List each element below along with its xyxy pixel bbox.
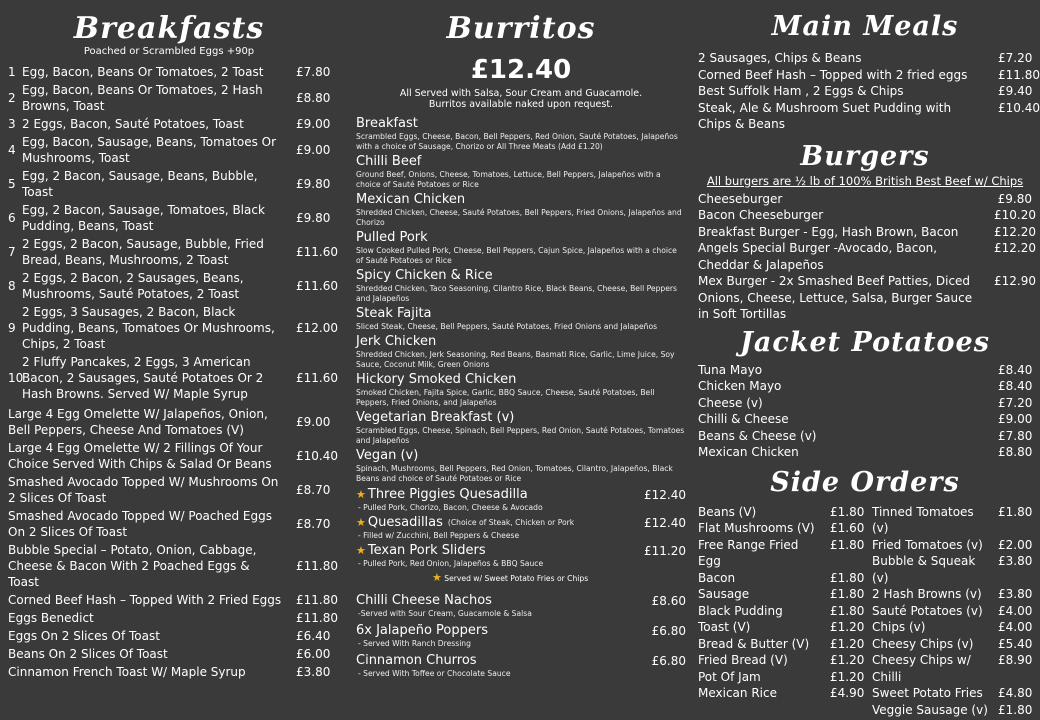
- item-description: Black Pudding: [698, 603, 783, 618]
- served-note-text: Served w/ Sweet Potato Fries or Chips: [444, 574, 589, 583]
- burger-item: [698, 191, 1032, 208]
- burrito-name: Chilli Beef: [356, 154, 422, 169]
- burgers-subtitle: All burgers are ½ lb of 100% British Best Beef w/ Chips: [706, 173, 1024, 188]
- burrito-description: Slow Cooked Pulled Pork, Cheese, Bell Peppers, Cajun Spice, Jalapeños with a choice of Sauté Potatoes or Rice: [356, 246, 677, 265]
- item-description: Veggie Sausage (v): [872, 702, 988, 717]
- special-header: [356, 515, 686, 531]
- burrito-name: Vegetarian Breakfast (v): [356, 410, 515, 425]
- item-description: Mexican Rice: [698, 686, 777, 700]
- item-price: £4.90: [830, 686, 865, 700]
- item-description: Egg, Bacon, Sausage, Beans, Tomatoes Or Mushrooms, Toast: [22, 135, 277, 165]
- item-price: £11.60: [296, 245, 338, 259]
- item-price: £9.00: [296, 143, 331, 157]
- breakfast-item: [8, 115, 330, 133]
- item-description: Chilli & Cheese: [698, 412, 789, 426]
- burritos-section: [356, 0, 686, 683]
- side-dish-item: [356, 623, 686, 649]
- served-note: [432, 571, 686, 584]
- side-dish-description: - Served With Toffee or Chocolate Sauce: [358, 669, 511, 678]
- side-dish-price: £6.80: [651, 624, 686, 638]
- item-price: £8.80: [296, 91, 331, 105]
- burrito-description: Spinach, Mushrooms, Bell Peppers, Red Onion, Tomatoes, Cilantro, Jalapeños, Black Beans and choice of Sauté Potatoes or Rice: [356, 464, 673, 483]
- right-column: [698, 0, 1040, 718]
- special-item: [356, 543, 686, 569]
- item-price: £6.40: [296, 629, 331, 643]
- side-order-item: [698, 586, 865, 603]
- special-item: [356, 515, 686, 541]
- item-price: £9.80: [296, 211, 331, 225]
- breakfast-item: [8, 353, 338, 403]
- side-order-item: [872, 537, 1033, 554]
- side-order-item: [872, 586, 1033, 603]
- item-price: £11.80: [296, 611, 338, 625]
- item-description: Toast (V): [698, 620, 751, 634]
- item-price: £11.80: [296, 559, 338, 573]
- star-icon: ★: [356, 488, 366, 501]
- item-price: £9.00: [296, 415, 331, 429]
- item-number: 2: [8, 91, 16, 105]
- item-description: Eggs Benedict: [8, 611, 94, 625]
- side-order-item: [872, 603, 1033, 620]
- side-order-item: [698, 619, 865, 636]
- breakfast-item: [8, 81, 330, 115]
- item-price: £1.80: [830, 587, 865, 601]
- burritos-note-sauces: All Served with Salsa, Sour Cream and Guacamole.: [399, 88, 643, 99]
- burrito-name: Mexican Chicken: [356, 192, 466, 207]
- item-description: Smashed Avocado Topped W/ Poached Eggs On 2 Slices Of Toast: [8, 509, 272, 539]
- burgers-title: Burgers: [800, 140, 930, 172]
- special-header: [356, 543, 686, 559]
- burrito-item: [356, 448, 686, 484]
- jacket-potato-item: [698, 395, 1032, 412]
- side-dish-item: [356, 653, 686, 679]
- item-description: Pot Of Jam: [698, 669, 761, 684]
- side-dish-price: £6.80: [651, 654, 686, 668]
- burrito-item: [356, 116, 686, 152]
- item-price: £1.20: [830, 669, 865, 684]
- item-description: Cinnamon French Toast W/ Maple Syrup: [8, 665, 246, 679]
- item-description: Chicken Mayo: [698, 379, 782, 393]
- item-price: £12.90: [994, 274, 1036, 288]
- item-price: £8.80: [998, 445, 1033, 459]
- item-price: £4.80: [998, 686, 1033, 700]
- burrito-name: Vegan (v): [356, 448, 419, 463]
- item-price: £5.40: [998, 636, 1033, 651]
- burritos-specials-list: [356, 487, 686, 569]
- breakfast-item: [8, 167, 330, 201]
- burrito-item: [356, 268, 686, 304]
- burrito-description: Smoked Chicken, Fajita Spice, Garlic, BBQ Sauce, Cheese, Sauté Potatoes, Bell Peppers, Fried Onions, and Jalapeños: [356, 388, 655, 407]
- breakfast-extra-item: [8, 507, 330, 541]
- item-description: Tinned Tomatoes (v): [872, 504, 974, 535]
- jacket-potato-item: [698, 444, 1032, 461]
- breakfasts-subtitle: Poached or Scrambled Eggs +90p: [83, 46, 255, 57]
- item-price: £11.80: [998, 67, 1040, 82]
- item-price: £1.80: [830, 537, 865, 552]
- item-price: £12.00: [296, 321, 338, 335]
- burrito-item: [356, 372, 686, 408]
- burger-item: [698, 224, 1036, 241]
- side-order-item: [872, 619, 1033, 636]
- breakfast-extra-item: [8, 405, 330, 439]
- burger-item: [698, 240, 1036, 273]
- main-meal-item: [698, 100, 1040, 133]
- item-description: 2 Hash Browns (v): [872, 587, 982, 601]
- item-price: £7.20: [998, 395, 1033, 410]
- item-price: £4.00: [998, 620, 1033, 634]
- burrito-item: [356, 306, 686, 332]
- side-dish-name: Cinnamon Churros: [356, 653, 477, 668]
- item-price: £9.80: [296, 177, 331, 191]
- breakfast-item: [8, 235, 338, 269]
- item-description: Chips (v): [872, 620, 926, 634]
- special-description: - Pulled Pork, Red Onion, Jalapeños & BBQ Sauce: [358, 559, 544, 568]
- item-price: £12.20: [994, 224, 1036, 239]
- item-price: £8.90: [998, 653, 1033, 667]
- item-description: Bread & Butter (V): [698, 636, 810, 651]
- item-price: £1.80: [830, 603, 865, 618]
- item-price: £1.80: [830, 504, 865, 519]
- item-price: £11.60: [296, 371, 338, 385]
- breakfast-item: [8, 133, 330, 167]
- item-description: 2 Eggs, 2 Bacon, 2 Sausages, Beans, Mushrooms, Sauté Potatoes, 2 Toast: [22, 271, 244, 301]
- item-description: Sauté Potatoes (v): [872, 603, 983, 618]
- breakfast-extra-item: [8, 663, 330, 681]
- burger-item: [698, 273, 1036, 323]
- item-description: Angels Special Burger -Avocado, Bacon, Cheddar & Jalapeños: [698, 241, 938, 272]
- side-order-item: [698, 603, 865, 620]
- item-price: £6.00: [296, 647, 331, 661]
- side-dish-header: [356, 623, 686, 639]
- side-order-item: [698, 685, 865, 702]
- item-price: £12.20: [994, 241, 1036, 255]
- item-description: Fried Tomatoes (v): [872, 537, 983, 552]
- item-price: £9.80: [997, 191, 1032, 206]
- breakfasts-section: [8, 0, 338, 681]
- item-description: Bubble & Squeak (v): [872, 554, 976, 585]
- burrito-item: [356, 334, 686, 370]
- side-order-item: [872, 652, 1033, 685]
- item-description: Sweet Potato Fries: [872, 686, 983, 700]
- burrito-name: Jerk Chicken: [356, 334, 437, 349]
- burrito-name: Pulled Pork: [356, 230, 428, 245]
- item-price: £10.20: [994, 208, 1036, 222]
- item-price: £1.80: [998, 504, 1033, 519]
- burrito-item: [356, 154, 686, 190]
- item-price: £11.80: [296, 593, 338, 607]
- burger-item: [698, 207, 1036, 224]
- burrito-description: Shredded Chicken, Jerk Seasoning, Red Beans, Basmati Rice, Garlic, Lime Juice, Soy Sauce, Coconut Milk, Green Onions: [356, 350, 675, 369]
- item-number: 4: [8, 143, 16, 157]
- side-order-item: [698, 504, 865, 521]
- special-name: Texan Pork Sliders: [367, 543, 486, 558]
- item-description: Egg, Bacon, Beans Or Tomatoes, 2 Hash Browns, Toast: [22, 83, 263, 113]
- item-description: Fried Bread (V): [698, 653, 788, 667]
- burrito-description: Ground Beef, Onions, Cheese, Tomatoes, Lettuce, Bell Peppers, Jalapeños with a choice of Sauté Potatoes or Rice: [356, 170, 661, 189]
- item-number: 6: [8, 211, 16, 225]
- item-description: 2 Eggs, Bacon, Sauté Potatoes, Toast: [22, 117, 244, 131]
- main-meal-item: [698, 50, 1032, 67]
- breakfast-extra-item: [8, 473, 330, 507]
- special-name: Three Piggies Quesadilla: [367, 487, 528, 502]
- burritos-note-naked: Burritos available naked upon request.: [428, 99, 614, 110]
- side-order-item: [698, 570, 865, 587]
- side-orders-title: Side Orders: [770, 466, 960, 498]
- item-description: Egg, Bacon, Beans Or Tomatoes, 2 Toast: [22, 65, 264, 79]
- item-description: 2 Sausages, Chips & Beans: [698, 51, 862, 65]
- side-order-item: [872, 504, 1033, 537]
- burritos-title: Burritos: [446, 11, 596, 46]
- side-order-item: [872, 636, 1033, 653]
- breakfasts-extras-list: [8, 405, 338, 681]
- item-description: Egg, 2 Bacon, Sausage, Tomatoes, Black Pudding, Beans, Toast: [22, 203, 265, 233]
- item-price: £8.70: [296, 483, 331, 497]
- special-description: - Filled w/ Zucchini, Bell Peppers & Cheese: [358, 531, 520, 540]
- star-icon: ★: [432, 571, 442, 584]
- main-meal-item: [698, 83, 1032, 100]
- item-number: 5: [8, 177, 16, 191]
- item-description: Bubble Special – Potato, Onion, Cabbage, Cheese & Bacon With 2 Poached Eggs & Toast: [8, 543, 257, 589]
- item-price: £1.20: [830, 620, 865, 634]
- side-dish-description: - Served With Ranch Dressing: [358, 639, 471, 648]
- burrito-item: [356, 230, 686, 266]
- item-number: 10: [8, 371, 24, 385]
- item-description: Beans & Cheese (v): [698, 428, 817, 443]
- side-orders-right: [872, 504, 1033, 719]
- item-description: Mexican Chicken: [698, 445, 799, 459]
- side-order-item: [872, 685, 1033, 702]
- item-price: £7.80: [296, 65, 331, 79]
- item-price: £3.80: [296, 665, 331, 679]
- jacket-potato-item: [698, 362, 1032, 379]
- item-description: Smashed Avocado Topped W/ Mushrooms On 2 Slices Of Toast: [8, 475, 279, 505]
- burrito-name: Steak Fajita: [356, 306, 432, 321]
- burritos-price: £12.40: [470, 55, 572, 85]
- item-description: Cheese (v): [698, 395, 763, 410]
- burrito-description: Shredded Chicken, Cheese, Sauté Potatoes, Bell Peppers, Fried Onions, Jalapeños and Chorizo: [356, 208, 682, 227]
- burrito-name: Hickory Smoked Chicken: [356, 372, 517, 387]
- item-description: Breakfast Burger - Egg, Hash Brown, Bacon: [698, 224, 959, 239]
- main-meals-list: [698, 50, 1040, 133]
- item-price: £8.40: [998, 379, 1033, 393]
- side-dish-name: 6x Jalapeño Poppers: [356, 623, 488, 638]
- breakfast-item: [8, 269, 338, 303]
- breakfast-extra-item: [8, 645, 330, 663]
- breakfast-item: [8, 201, 330, 235]
- item-number: 3: [8, 117, 16, 131]
- burrito-description: Scrambled Eggs, Cheese, Spinach, Bell Peppers, Red Onion, Sauté Potatoes, Tomatoes and Jalapeños: [356, 426, 685, 445]
- item-price: £7.20: [998, 51, 1033, 65]
- side-order-item: [698, 669, 865, 686]
- breakfast-item: [8, 303, 338, 353]
- side-dish-item: [356, 593, 686, 619]
- item-price: £3.80: [998, 587, 1033, 601]
- breakfast-extra-item: [8, 541, 338, 591]
- breakfast-extra-item: [8, 609, 338, 627]
- item-description: Cheeseburger: [698, 191, 783, 206]
- item-description: 2 Eggs, 2 Bacon, Sausage, Bubble, Fried Bread, Beans, Mushrooms, 2 Toast: [22, 237, 264, 267]
- item-price: £7.80: [998, 428, 1033, 443]
- side-order-item: [872, 553, 1033, 586]
- burritos-sides-list: [356, 593, 686, 679]
- item-number: 7: [8, 245, 16, 259]
- item-price: £9.40: [998, 84, 1033, 98]
- burgers-list: [698, 191, 1036, 323]
- item-description: Beans On 2 Slices Of Toast: [8, 647, 168, 661]
- item-price: £3.80: [998, 554, 1033, 568]
- breakfast-extra-item: [8, 439, 338, 473]
- side-order-item: [698, 652, 865, 669]
- special-price: £11.20: [644, 544, 686, 558]
- item-description: Best Suffolk Ham , 2 Eggs & Chips: [698, 84, 904, 98]
- item-price: £9.00: [296, 117, 331, 131]
- item-number: 9: [8, 321, 16, 335]
- breakfast-item: [8, 63, 330, 81]
- item-price: £4.00: [998, 603, 1033, 618]
- burritos-list: [356, 116, 686, 484]
- item-description: Tuna Mayo: [698, 362, 763, 377]
- side-order-item: [698, 636, 865, 653]
- item-description: Eggs On 2 Slices Of Toast: [8, 629, 160, 643]
- burrito-item: [356, 410, 686, 446]
- breakfasts-title: Breakfasts: [73, 11, 265, 46]
- side-order-item: [872, 702, 1033, 719]
- item-description: Corned Beef Hash – Topped with 2 fried eggs: [698, 67, 968, 82]
- breakfast-extra-item: [8, 591, 338, 609]
- breakfast-extra-item: [8, 627, 330, 645]
- item-price: £1.20: [830, 636, 865, 651]
- side-dish-header: [356, 653, 686, 669]
- item-price: £10.40: [296, 449, 338, 463]
- side-orders-left: [698, 504, 865, 719]
- side-orders-table: [698, 504, 1032, 719]
- item-price: £8.40: [998, 362, 1033, 377]
- item-price: £11.60: [296, 279, 338, 293]
- main-meal-item: [698, 67, 1040, 84]
- special-price: £12.40: [644, 488, 686, 502]
- special-price: £12.40: [644, 516, 686, 530]
- star-icon: ★: [356, 516, 366, 529]
- item-description: Sausage: [698, 587, 750, 601]
- item-price: £1.80: [830, 570, 865, 585]
- item-price: £10.40: [998, 100, 1040, 115]
- item-description: Mex Burger - 2x Smashed Beef Patties, Diced Onions, Cheese, Lettuce, Salsa, Burger Sauce in Soft Tortillas: [698, 274, 973, 321]
- item-description: Cheesy Chips (v): [872, 636, 974, 651]
- main-meals-title: Main Meals: [771, 11, 959, 42]
- jacket-potatoes-title: Jacket Potatoes: [740, 326, 990, 358]
- item-price: £1.80: [998, 702, 1033, 717]
- side-dish-description: -Served with Sour Cream, Guacamole & Salsa: [358, 609, 532, 618]
- side-dish-name: Chilli Cheese Nachos: [356, 593, 492, 608]
- item-description: Beans (V): [698, 504, 757, 519]
- special-description: - Pulled Pork, Chorizo, Bacon, Cheese & Avocado: [358, 503, 543, 512]
- side-order-item: [698, 520, 865, 537]
- burrito-description: Scrambled Eggs, Cheese, Bacon, Bell Peppers, Red Onion, Sauté Potatoes, Jalapeños with a choice of Sausage, Chorizo or All Three Meats (Add £1.20): [356, 132, 678, 151]
- item-number: 1: [8, 65, 16, 79]
- item-description: 2 Fluffy Pancakes, 2 Eggs, 3 American Bacon, 2 Sausages, Sauté Potatoes Or 2 Hash Browns. Served W/ Maple Syrup: [22, 355, 264, 401]
- jacket-potatoes-list: [698, 362, 1032, 461]
- item-price: £2.00: [998, 537, 1033, 552]
- special-item: [356, 487, 686, 513]
- breakfasts-list: [8, 63, 338, 403]
- burrito-item: [356, 192, 686, 228]
- burrito-description: Sliced Steak, Cheese, Bell Peppers, Sauté Potatoes, Fried Onions and Jalapeños: [356, 322, 658, 331]
- jacket-potato-item: [698, 428, 1032, 445]
- special-header: [356, 487, 686, 503]
- item-description: 2 Eggs, 3 Sausages, 2 Bacon, Black Pudding, Beans, Tomatoes Or Mushrooms, Chips, 2 Toast: [22, 305, 275, 351]
- side-order-item: [698, 537, 865, 570]
- jacket-potato-item: [698, 378, 1032, 395]
- item-price: £1.20: [830, 653, 865, 667]
- item-description: Egg, 2 Bacon, Sausage, Beans, Bubble, Toast: [22, 169, 258, 199]
- item-description: Large 4 Egg Omelette W/ 2 Fillings Of Your Choice Served With Chips & Salad Or Beans: [8, 441, 272, 471]
- jacket-potato-item: [698, 411, 1032, 428]
- item-description: Cheesy Chips w/ Chilli: [872, 653, 971, 684]
- item-description: Bacon Cheeseburger: [698, 208, 824, 222]
- burrito-name: Spicy Chicken & Rice: [356, 268, 493, 283]
- side-dish-price: £8.60: [651, 594, 686, 608]
- burrito-name: Breakfast: [356, 116, 418, 131]
- special-name: Quesadillas: [367, 515, 443, 530]
- item-description: Steak, Ale & Mushroom Suet Pudding with Chips & Beans: [698, 100, 952, 131]
- item-description: Corned Beef Hash – Topped With 2 Fried Eggs: [8, 593, 282, 607]
- item-number: 8: [8, 279, 16, 293]
- burrito-description: Shredded Chicken, Taco Seasoning, Cilantro Rice, Black Beans, Cheese, Bell Peppers and Jalapeños: [356, 284, 677, 303]
- item-description: Large 4 Egg Omelette W/ Jalapeños, Onion, Bell Peppers, Cheese And Tomatoes (V): [8, 407, 268, 437]
- item-price: £1.60: [830, 521, 865, 535]
- side-dish-header: [356, 593, 686, 609]
- item-price: £8.70: [296, 517, 331, 531]
- special-extra: (Choice of Steak, Chicken or Pork: [447, 518, 575, 527]
- item-description: Bacon: [698, 570, 736, 585]
- star-icon: ★: [356, 544, 366, 557]
- item-description: Flat Mushrooms (V): [698, 521, 815, 535]
- item-price: £9.00: [998, 412, 1033, 426]
- item-description: Free Range Fried Egg: [698, 537, 799, 568]
